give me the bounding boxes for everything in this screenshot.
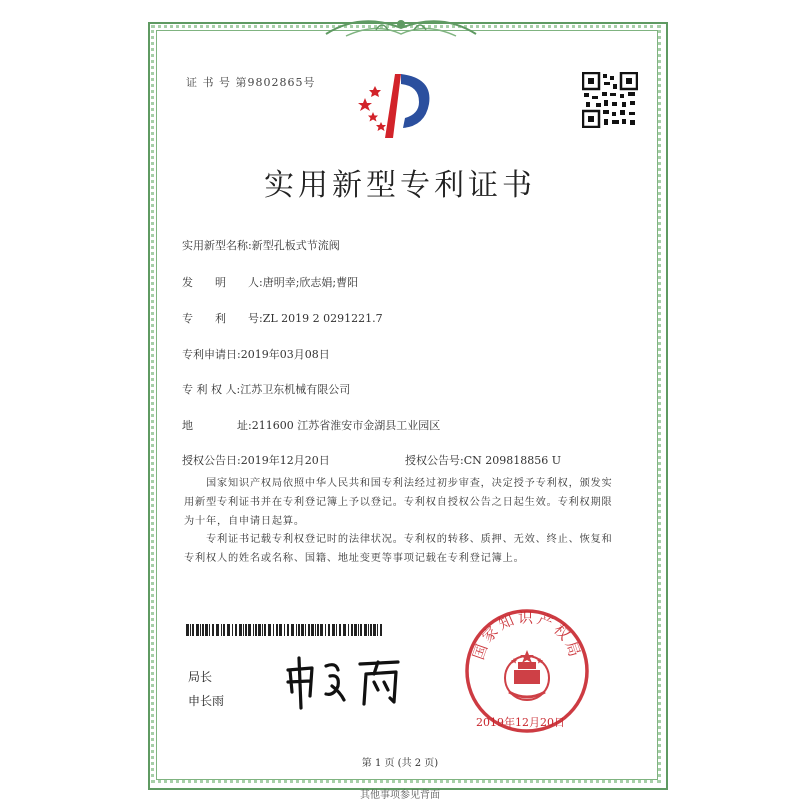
- field-value: 江苏卫东机械有限公司: [240, 383, 351, 396]
- field-value: 唐明幸;欣志娟;曹阳: [262, 276, 359, 289]
- field-label: 发 明 人:: [182, 276, 263, 289]
- field-publication-number: [405, 452, 561, 468]
- director-name: 申长雨: [188, 694, 225, 708]
- field-patent-number: [182, 310, 383, 326]
- seal-date: 2019年12月20日: [476, 716, 565, 729]
- field-utility-model-name: [182, 237, 340, 253]
- barcode-icon: [186, 624, 386, 636]
- field-value: 2019年03月08日: [240, 348, 330, 361]
- field-value: ZL 2019 2 0291221.7: [262, 312, 383, 325]
- seal-text: 国家知识产权局: [469, 608, 585, 662]
- field-label: 专 利 权 人:: [182, 383, 241, 396]
- field-value: 新型孔板式节流阀: [251, 239, 340, 252]
- field-label: 授权公告号:: [405, 454, 464, 467]
- grant-statement-paragraph: 国家知识产权局依照中华人民共和国专利法经过初步审查，决定授予专利权，颁发实用新型专利证书并在专利登记簿上予以登记。专利权自授权公告之日起生效。专利权期限为十年，自申请日起算。: [184, 478, 613, 527]
- field-label: 专 利 号:: [182, 312, 263, 325]
- field-value: 2019年12月20日: [240, 454, 330, 467]
- page-number: 第 1 页 (共 2 页): [361, 758, 439, 769]
- field-value: 211600 江苏省淮安市金湖县工业园区: [251, 419, 441, 432]
- certificate-title: 实用新型专利证书: [264, 168, 536, 203]
- top-ornament-icon: [316, 10, 486, 44]
- field-label: 地 址:: [182, 419, 252, 432]
- field-label: 授权公告日:: [182, 454, 241, 467]
- field-grant-date: [182, 452, 330, 468]
- field-inventor: [182, 274, 358, 290]
- field-filing-date: [182, 346, 330, 362]
- legal-status-paragraph: 专利证书记载专利权登记时的法律状况。专利权的转移、质押、无效、终止、恢复和专利权人的姓名或名称、国籍、地址变更等事项记载在专利登记簿上。: [184, 534, 613, 564]
- field-patentee: [182, 381, 350, 397]
- certificate-number: 证 书 号 第9802865号: [186, 76, 316, 89]
- director-title: 局长: [188, 670, 213, 684]
- field-value: CN 209818856 U: [463, 454, 562, 467]
- field-address: [182, 417, 440, 433]
- patent-office-logo-icon: [355, 68, 435, 140]
- field-label: 专利申请日:: [182, 348, 241, 361]
- footer-note: 其他事项参见背面: [360, 790, 440, 801]
- signature-icon: [282, 652, 412, 712]
- qr-code-icon: [582, 72, 638, 128]
- field-label: 实用新型名称:: [182, 239, 252, 252]
